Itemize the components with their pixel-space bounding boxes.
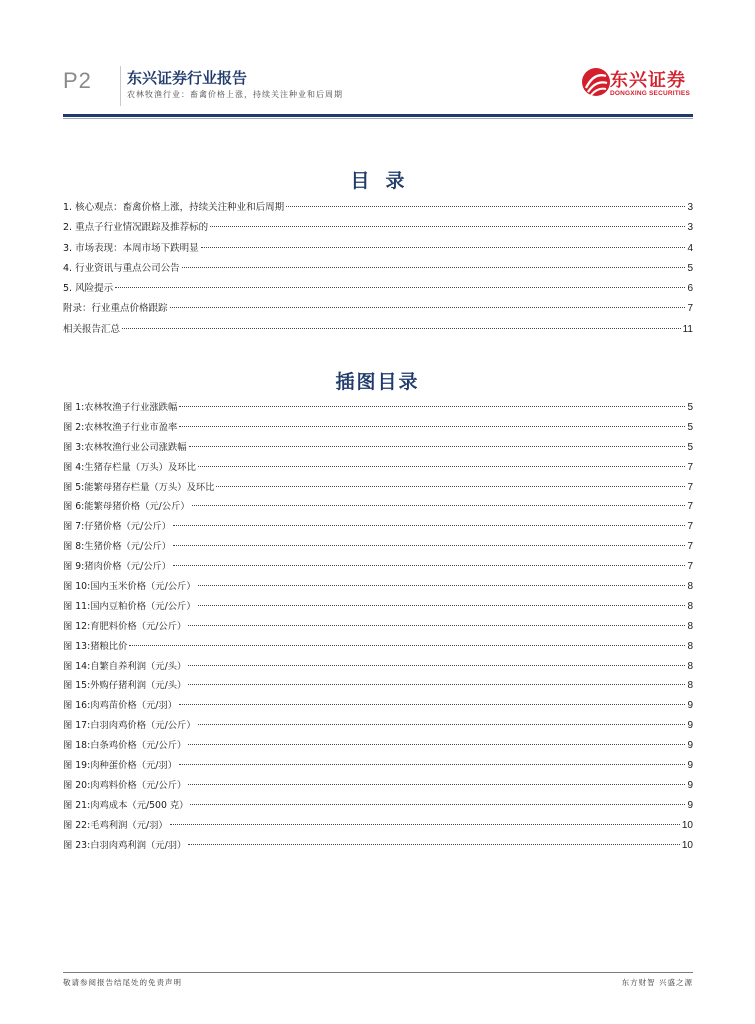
figure-entry-label: 图 17:白羽肉鸡价格（元/公斤）: [63, 720, 196, 732]
toc-entry-page: 7: [687, 303, 693, 315]
table-of-contents: [63, 199, 693, 341]
toc-entry[interactable]: [63, 240, 693, 260]
report-subtitle: 农林牧渔行业：畜禽价格上涨，持续关注种业和后周期: [127, 90, 343, 99]
figure-entry-label: 图 22:毛鸡利润（元/羽）: [63, 819, 168, 831]
figure-entry-page: 10: [681, 819, 693, 831]
figure-entry-page: 9: [687, 720, 693, 732]
figure-entry[interactable]: [63, 638, 693, 658]
leader-dots: [189, 446, 686, 447]
leader-dots: [188, 625, 685, 626]
leader-dots: [129, 645, 685, 646]
figure-entry-label: 图 18:白条鸡价格（元/公斤）: [63, 740, 187, 752]
leader-dots: [188, 665, 685, 666]
leader-dots: [173, 525, 685, 526]
figure-entry[interactable]: [63, 399, 693, 419]
leader-dots: [198, 585, 686, 586]
figure-entry-label: 图 13:猪粮比价: [63, 640, 128, 652]
logo-text-en: DONGXING SECURITIES: [610, 90, 691, 97]
figure-entry[interactable]: [63, 658, 693, 678]
toc-entry-page: 5: [687, 262, 693, 274]
header-divider: [120, 66, 121, 106]
figure-entry-page: 5: [687, 402, 693, 413]
figure-entry[interactable]: [63, 697, 693, 717]
figure-entry-page: 7: [687, 521, 693, 533]
leader-dots: [188, 844, 680, 845]
leader-dots: [179, 426, 685, 427]
figure-entry[interactable]: [63, 737, 693, 757]
figure-entry-page: 9: [687, 760, 693, 772]
figure-entry-page: 8: [687, 620, 693, 632]
figure-entry-page: 9: [687, 700, 693, 712]
figure-entry-label: 图 16:肉鸡苗价格（元/羽）: [63, 700, 178, 712]
figure-entry-page: 7: [687, 501, 693, 513]
leader-dots: [192, 505, 686, 506]
figure-entry[interactable]: [63, 618, 693, 638]
toc-entry-label: 2. 重点子行业情况跟踪及推荐标的: [63, 222, 209, 234]
figure-entry-page: 5: [687, 421, 693, 433]
figure-entry[interactable]: [63, 837, 693, 857]
leader-dots: [286, 206, 685, 207]
figure-entry[interactable]: [63, 479, 693, 499]
figure-entry[interactable]: [63, 558, 693, 578]
figure-entry-page: 7: [687, 461, 693, 473]
figure-entry[interactable]: [63, 439, 693, 459]
figure-entry-page: 7: [687, 541, 693, 553]
leader-dots: [198, 605, 686, 606]
leader-dots: [216, 486, 685, 487]
leader-dots: [188, 684, 685, 685]
toc-entry-label: 4. 行业资讯与重点公司公告: [63, 262, 180, 274]
figure-entry[interactable]: [63, 518, 693, 538]
leader-dots: [115, 287, 685, 288]
figure-entry[interactable]: [63, 677, 693, 697]
logo-text-cn: 东兴证券: [610, 70, 686, 91]
figure-entry[interactable]: [63, 717, 693, 737]
list-of-figures: [63, 399, 693, 856]
leader-dots: [179, 704, 685, 705]
report-brand-title: 东兴证券行业报告: [127, 69, 248, 87]
leader-dots: [170, 824, 680, 825]
toc-entry-page: 3: [687, 222, 693, 234]
figure-entry-label: 图 5:能繁母猪存栏量（万头）及环比: [63, 481, 215, 493]
figure-entry-page: 9: [687, 779, 693, 791]
figure-entry-label: 图 8:生猪价格（元/公斤）: [63, 541, 172, 553]
figure-entry-page: 8: [687, 660, 693, 672]
leader-dots: [198, 466, 686, 467]
figure-entry-label: 图 15:外购仔猪利润（元/头）: [63, 680, 187, 692]
figure-entry-label: 图 11:国内豆粕价格（元/公斤）: [63, 600, 196, 612]
figure-entry-label: 图 14:自繁自养利润（元/头）: [63, 660, 187, 672]
figure-entry-page: 5: [687, 441, 693, 453]
toc-entry-label: 3. 市场表现：本周市场下跌明显: [63, 242, 199, 254]
figure-entry[interactable]: [63, 459, 693, 479]
toc-entry[interactable]: [63, 219, 693, 239]
toc-entry-label: 相关报告汇总: [63, 323, 121, 335]
figure-entry-page: 8: [687, 581, 693, 593]
figure-entry[interactable]: [63, 797, 693, 817]
figure-entry[interactable]: [63, 538, 693, 558]
figure-entry-page: 7: [687, 481, 693, 493]
leader-dots: [179, 764, 685, 765]
figure-entry[interactable]: [63, 817, 693, 837]
toc-entry[interactable]: [63, 300, 693, 320]
toc-heading: 目录: [350, 170, 421, 192]
leader-dots: [122, 328, 681, 329]
leader-dots: [188, 744, 685, 745]
figure-entry-label: 图 19:肉种蛋价格（元/羽）: [63, 760, 178, 772]
toc-entry-page: 4: [687, 242, 693, 254]
figure-entry-label: 图 23:白羽肉鸡利润（元/羽）: [63, 839, 187, 851]
toc-entry-page: 11: [682, 323, 693, 335]
toc-entry[interactable]: [63, 260, 693, 280]
leader-dots: [201, 247, 686, 248]
figure-entry-label: 图 1:农林牧渔子行业涨跌幅: [63, 402, 178, 413]
figure-entry-page: 9: [687, 740, 693, 752]
footer-rule: [63, 972, 693, 973]
header-rule: [63, 114, 693, 117]
figure-entry-page: 8: [687, 600, 693, 612]
leader-dots: [173, 565, 685, 566]
figure-entry-label: 图 2:农林牧渔子行业市盈率: [63, 421, 178, 433]
page-number: P2: [63, 68, 92, 93]
toc-entry-label: 1. 核心观点：畜禽价格上涨，持续关注种业和后周期: [63, 202, 285, 213]
leader-dots: [182, 267, 686, 268]
figure-entry[interactable]: [63, 598, 693, 618]
leader-dots: [179, 406, 685, 407]
figure-entry-page: 8: [687, 680, 693, 692]
figure-entry[interactable]: [63, 777, 693, 797]
figure-entry-page: 8: [687, 640, 693, 652]
figure-entry[interactable]: [63, 757, 693, 777]
footer-disclaimer: 敬请参阅报告结尾处的免责声明: [63, 978, 182, 987]
figure-list-heading: 插图目录: [335, 371, 420, 393]
figure-entry-label: 图 10:国内玉米价格（元/公斤）: [63, 581, 196, 593]
leader-dots: [173, 545, 685, 546]
figure-entry-label: 图 9:猪肉价格（元/公斤）: [63, 561, 172, 573]
toc-entry-label: 附录：行业重点价格跟踪: [63, 303, 168, 315]
toc-entry[interactable]: [63, 321, 693, 341]
toc-entry-label: 5. 风险提示: [63, 283, 114, 295]
figure-entry-page: 9: [687, 799, 693, 811]
page-header: [0, 0, 755, 120]
figure-entry-label: 图 7:仔猪价格（元/公斤）: [63, 521, 172, 533]
figure-entry[interactable]: [63, 419, 693, 439]
leader-dots: [170, 307, 686, 308]
figure-entry-label: 图 20:肉鸡料价格（元/公斤）: [63, 779, 187, 791]
figure-entry-page: 10: [681, 839, 693, 851]
toc-entry-page: 3: [687, 202, 693, 213]
figure-entry-label: 图 21:肉鸡成本（元/500 克）: [63, 799, 189, 811]
figure-entry-label: 图 6:能繁母猪价格（元/公斤）: [63, 501, 190, 513]
toc-entry[interactable]: [63, 199, 693, 219]
figure-entry[interactable]: [63, 578, 693, 598]
header-rule-thin: [63, 118, 693, 119]
figure-entry-label: 图 4:生猪存栏量（万头）及环比: [63, 461, 196, 473]
toc-entry-page: 6: [687, 283, 693, 295]
figure-entry[interactable]: [63, 498, 693, 518]
figure-entry-label: 图 12:育肥料价格（元/公斤）: [63, 620, 187, 632]
leader-dots: [198, 724, 686, 725]
leader-dots: [190, 804, 685, 805]
figure-entry-label: 图 3:农林牧渔行业公司涨跌幅: [63, 441, 187, 453]
toc-entry[interactable]: [63, 280, 693, 300]
leader-dots: [210, 226, 685, 227]
figure-entry-page: 7: [687, 561, 693, 573]
footer-slogan: 东方财智 兴盛之源: [621, 978, 693, 987]
leader-dots: [188, 784, 685, 785]
